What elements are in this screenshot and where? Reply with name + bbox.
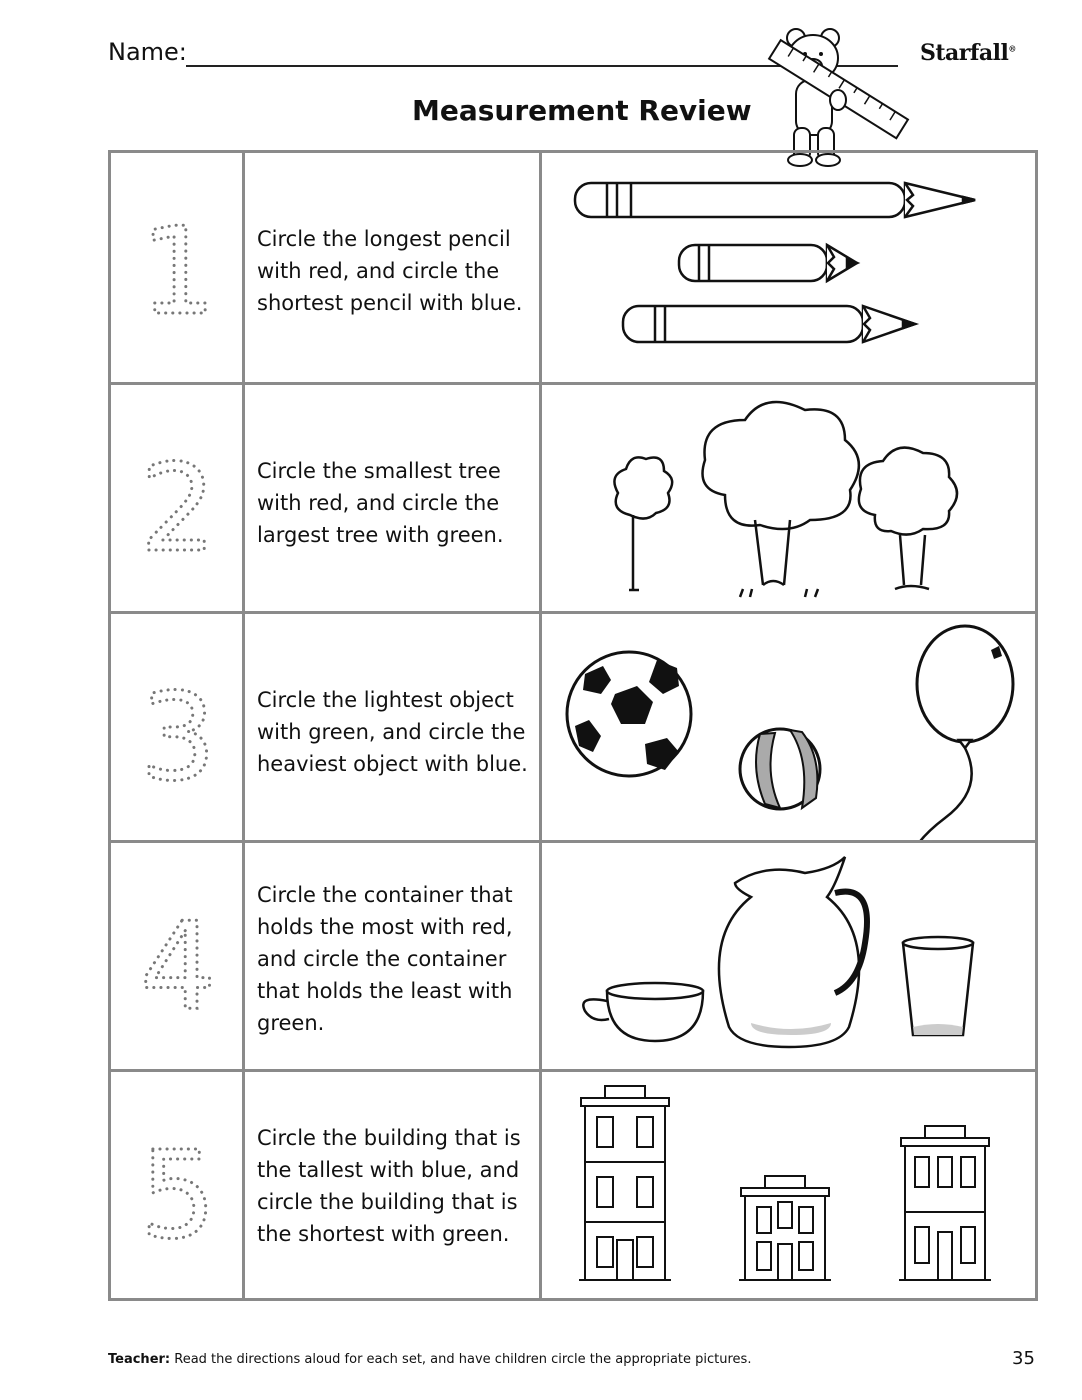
dotted-number-5 <box>111 1072 245 1301</box>
teacher-label: Teacher: <box>108 1352 171 1367</box>
long-pencil-icon <box>575 183 975 217</box>
buildings-picture <box>545 1072 1035 1301</box>
name-label: Name: <box>108 38 187 66</box>
beach-ball-icon <box>740 729 820 809</box>
pitcher-icon <box>719 857 867 1047</box>
instruction-text: Circle the lightest object with green, and circle the heaviest object with blue. <box>257 688 528 776</box>
page-title: Measurement Review <box>412 94 752 127</box>
exercise-row-5 <box>111 1069 1035 1301</box>
brand-text: Starfall <box>920 40 1009 66</box>
dotted-number-4 <box>111 843 245 1072</box>
instruction-text: Circle the longest pencil with red, and circle the shortest pencil with blue. <box>257 227 523 315</box>
page-number: 35 <box>1012 1348 1035 1369</box>
containers-picture <box>545 843 1035 1072</box>
number-glyph: 5 <box>139 1127 217 1266</box>
trees-picture <box>545 385 1035 614</box>
exercise-row-1 <box>111 153 1035 382</box>
number-glyph: 2 <box>139 440 217 579</box>
objects-picture <box>545 614 1035 843</box>
brand-mark: ® <box>1008 43 1016 54</box>
brand-logo <box>920 40 1016 66</box>
teacher-text: Read the directions aloud for each set, and have children circle the appropriate pictures. <box>170 1352 752 1367</box>
exercise-row-4 <box>111 840 1035 1072</box>
instruction-text: Circle the container that holds the most with red, and circle the container that holds the least with green. <box>257 883 513 1035</box>
number-glyph: 3 <box>139 669 217 808</box>
teacup-icon <box>583 983 703 1041</box>
bear-with-ruler-icon <box>758 20 918 170</box>
worksheet-table <box>108 150 1038 1301</box>
dotted-number-3 <box>111 614 245 843</box>
balloon-icon <box>915 626 1013 843</box>
medium-tree-icon <box>859 448 957 589</box>
glass-icon <box>903 937 973 1035</box>
soccer-ball-icon <box>567 652 691 776</box>
teacher-note <box>108 1352 751 1367</box>
exercise-row-3 <box>111 611 1035 843</box>
number-glyph: 4 <box>139 898 217 1037</box>
short-building-icon <box>739 1176 831 1280</box>
number-glyph: 1 <box>139 203 217 342</box>
instruction-text: Circle the building that is the tallest with blue, and circle the building that is the shortest with green. <box>257 1126 521 1246</box>
short-pencil-icon <box>679 245 857 281</box>
exercise-row-2 <box>111 382 1035 614</box>
dotted-number-1 <box>111 153 245 382</box>
medium-pencil-icon <box>623 306 915 342</box>
tall-building-icon <box>579 1086 671 1280</box>
medium-building-icon <box>899 1126 991 1280</box>
small-tree-icon <box>614 457 672 590</box>
pencils-picture <box>545 153 1035 382</box>
instruction-text: Circle the smallest tree with red, and circle the largest tree with green. <box>257 459 504 547</box>
dotted-number-2 <box>111 385 245 614</box>
large-tree-icon <box>703 402 859 597</box>
